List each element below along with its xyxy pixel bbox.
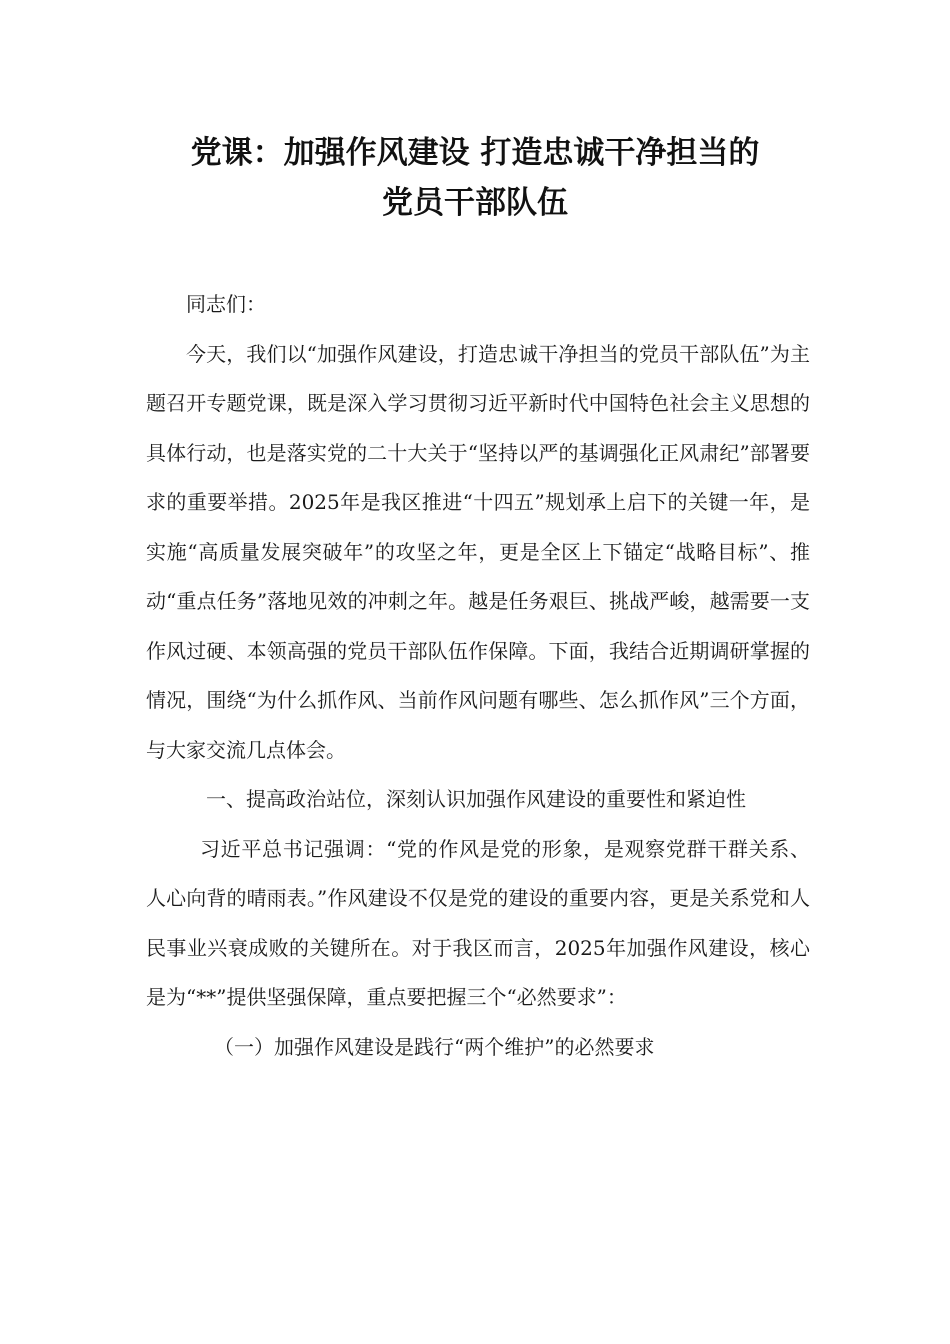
- greeting: 同志们：: [186, 292, 266, 316]
- document-body: [146, 280, 810, 1072]
- section-heading-1: 一、提高政治站位，深刻认识加强作风建设的重要性和紧迫性: [206, 787, 746, 811]
- title-line-1: 党课：加强作风建设 打造忠诚干净担当的: [190, 135, 760, 171]
- paragraph-intro: 今天，我们以“加强作风建设，打造忠诚干净担当的党员干部队伍”为主题召开专题党课，既是深入学习贯彻习近平新时代中国特色社会主义思想的具体行动，也是落实党的二十大关于“坚持以严的基调强化正风肃纪”部署要求的重要举措。2025年是我区推进“十四五”规划承上启下的关键一年，是实施“高质量发展突破年”的攻坚之年，更是全区上下锚定“战略目标”、推动“重点任务”落地见效的冲刺之年。越是任务艰巨、挑战严峻，越需要一支作风过硬、本领高强的党员干部队伍作保障。下面，我结合近期调研掌握的情况，围绕“为什么抓作风、当前作风问题有哪些、怎么抓作风”三个方面，与大家交流几点体会。: [146, 341, 810, 762]
- subsection-heading-1: （一）加强作风建设是践行“两个维护”的必然要求: [214, 1034, 655, 1059]
- paragraph-section-1: 习近平总书记强调：“党的作风是党的形象，是观察党群干群关系、人心向背的晴雨表。”作风建设不仅是党的建设的重要内容，更是关系党和人民事业兴衰成败的关键所在。对于我区而言，2025年加强作风建设，核心是为“**”提供坚强保障，重点要把握三个“必然要求”：: [146, 836, 810, 1009]
- title-line-2: 党员干部队伍: [382, 185, 568, 221]
- document-title: [120, 128, 830, 228]
